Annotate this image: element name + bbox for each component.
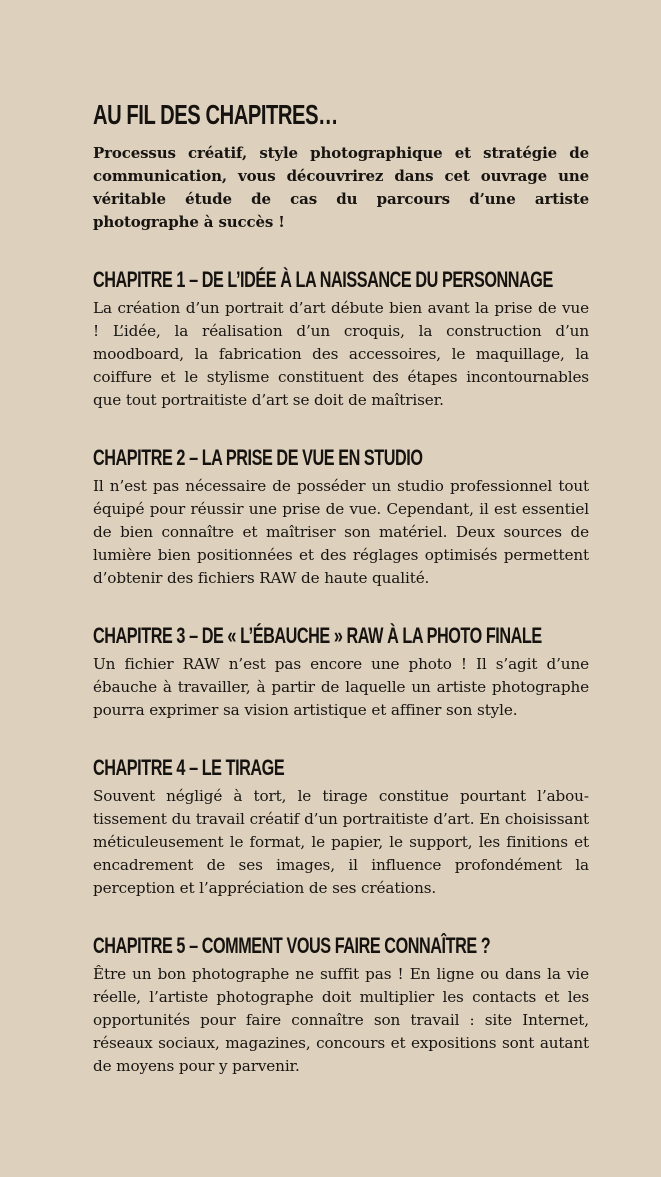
chapter-1 bbox=[93, 267, 589, 412]
chapter-5-text: Être un bon photographe ne suffit pas ! En ligne ou dans la vie réelle, l’artiste photographe doit multiplier les contacts et les opportunités pour faire connaître son travail : site Internet, réseaux sociaux, magazines, concours et expositions sont autant de moyens pour y parvenir. bbox=[93, 965, 589, 1075]
book-summary bbox=[93, 98, 589, 1078]
chapter-1-title: CHAPITRE 1 – DE L’IDÉE À LA NAISSANCE DU PERSONNAGE bbox=[93, 267, 553, 292]
intro-paragraph: Processus créatif, style photographique et stratégie de communication, vous découvrirez dans cet ouvrage une véritable étude de cas du parcours d’une artiste photographe à succès ! bbox=[93, 144, 589, 231]
chapter-4-title: CHAPITRE 4 – LE TIRAGE bbox=[93, 755, 285, 780]
chapter-2-title: CHAPITRE 2 – LA PRISE DE VUE EN STUDIO bbox=[93, 445, 423, 470]
page-title: AU FIL DES CHAPITRES… bbox=[93, 99, 338, 130]
chapter-5 bbox=[93, 933, 589, 1078]
chapter-5-title: CHAPITRE 5 – COMMENT VOUS FAIRE CONNAÎTRE ? bbox=[93, 933, 491, 958]
chapter-4-text: Souvent négligé à tort, le tirage constitue pourtant l’aboutissement du travail créatif d’un portraitiste d’art. En choisissant méticuleusement le format, le papier, le support, les finitions et encadrement de ses images, il influence profondément la perception et l’appréciation de ses créations. bbox=[93, 787, 589, 897]
chapter-3-text: Un fichier RAW n’est pas encore une photo ! Il s’agit d’une ébauche à travailler, à partir de laquelle un artiste photographe pourra exprimer sa vision artistique et affiner son style. bbox=[93, 655, 589, 719]
chapter-2-text: Il n’est pas nécessaire de posséder un studio professionnel tout équipé pour réussir une prise de vue. Cependant, il est essentiel de bien connaître et maîtriser son matériel. Deux sources de lumière bien positionnées et des réglages optimisés permettent d’obtenir des fichiers RAW de haute qualité. bbox=[93, 477, 589, 587]
chapter-2 bbox=[93, 445, 589, 590]
chapter-1-text: La création d’un portrait d’art débute bien avant la prise de vue ! L’idée, la réalisation d’un croquis, la construction d’un moodboard, la fabrication des accessoires, le maquillage, la coiffure et le stylisme constituent des étapes incontournables que tout portraitiste d’art se doit de maîtriser. bbox=[93, 299, 589, 409]
chapter-3 bbox=[93, 623, 589, 722]
chapter-4 bbox=[93, 755, 589, 900]
chapter-3-title: CHAPITRE 3 – DE « L’ÉBAUCHE » RAW À LA PHOTO FINALE bbox=[93, 623, 542, 648]
